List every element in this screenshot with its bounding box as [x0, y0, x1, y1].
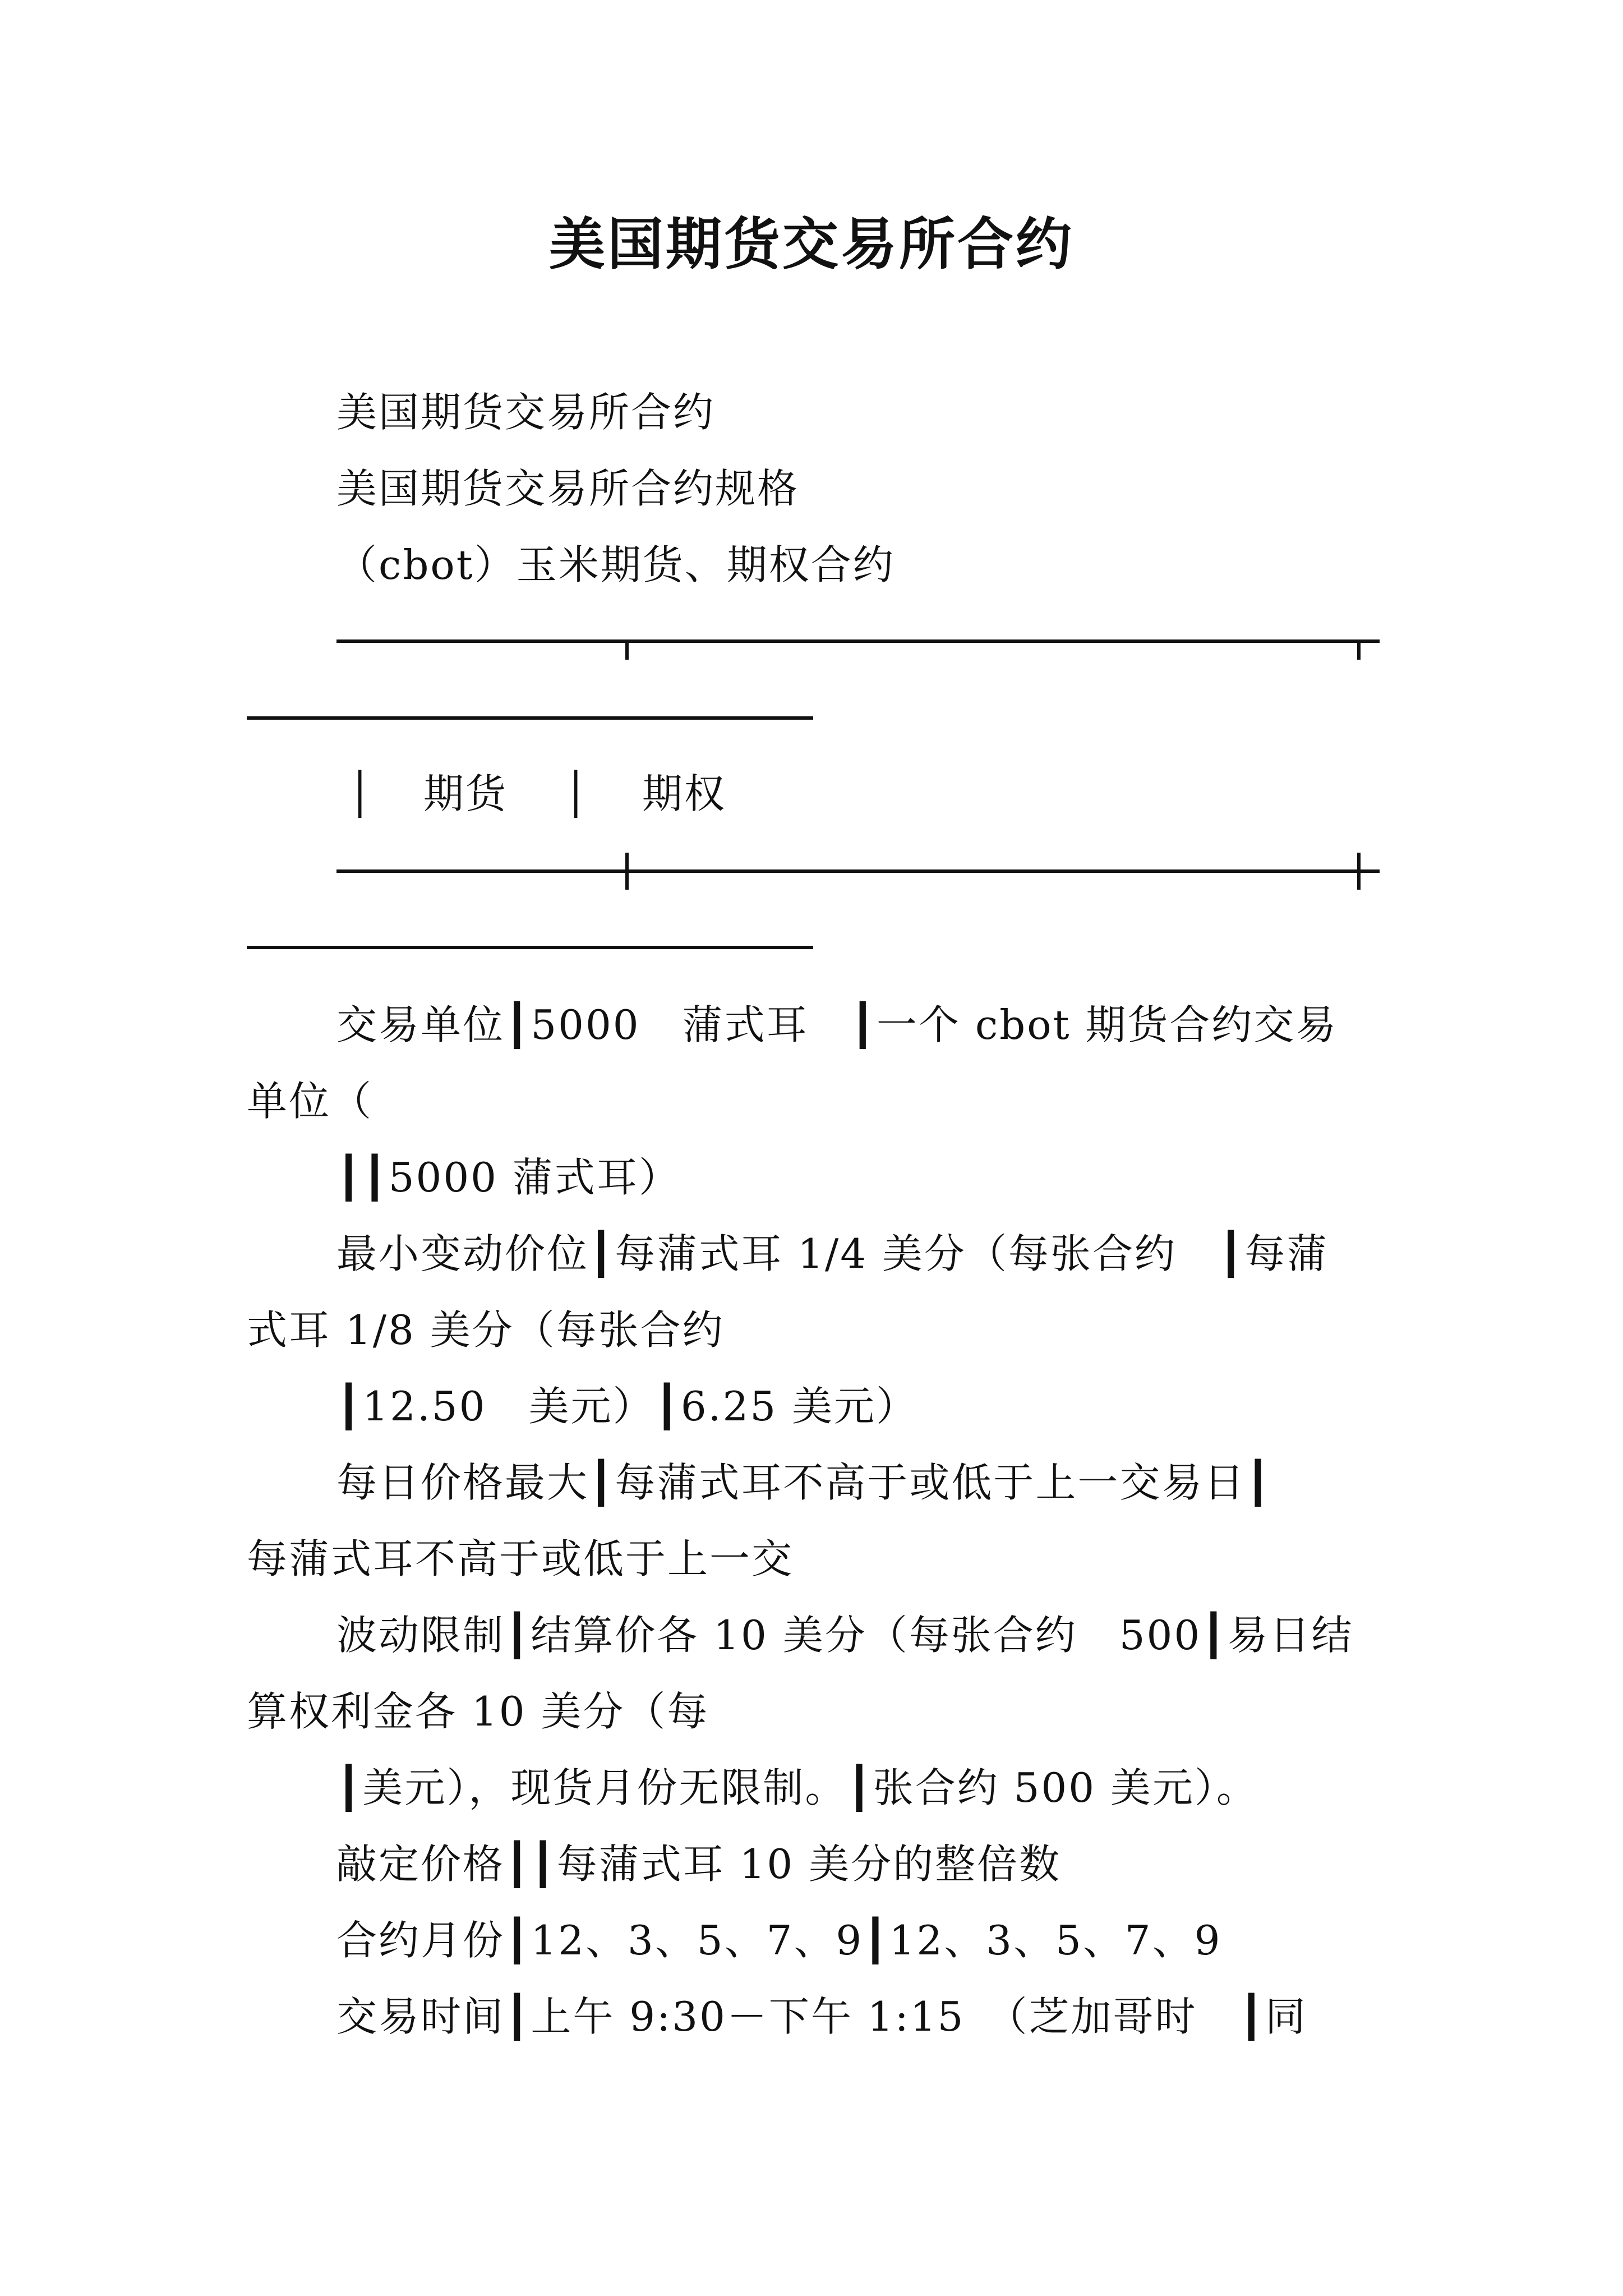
table-mid-border: [336, 869, 1380, 873]
table-row-text: 式耳 1/8 美分（每张合约: [247, 1306, 725, 1354]
table-row-text: 交易单位┃5000 蒲式耳 ┃一个 cbot 期货合约交易: [336, 1001, 1338, 1048]
body-line: 美国期货交易所合约规格: [336, 465, 800, 512]
table-border-tick: [1357, 639, 1361, 660]
table-top-border: [336, 639, 1380, 643]
table-border-cross: [625, 853, 629, 890]
table-header-options: 期权: [642, 770, 727, 817]
table-row-text: ┃┃5000 蒲式耳）: [336, 1154, 681, 1201]
body-line: （cbot）玉米期货、期权合约: [336, 541, 895, 588]
table-separator: │: [564, 770, 590, 817]
table-row-text: ┃美元），现货月份无限制。┃张合约 500 美元）。: [336, 1764, 1258, 1811]
table-top-border-continued: [247, 716, 813, 720]
document-title: 美国期货交易所合约: [549, 211, 1074, 277]
body-line: 美国期货交易所合约: [336, 389, 716, 436]
table-row-text: 敲定价格┃┃每蒲式耳 10 美分的整倍数: [336, 1841, 1062, 1888]
table-row-text: 交易时间┃上午 9:30－下午 1:15 （芝加哥时 ┃同: [336, 1993, 1307, 2040]
table-row-text: 最小变动价位┃每蒲式耳 1/4 美分（每张合约 ┃每蒲: [336, 1230, 1329, 1277]
table-separator: │: [348, 770, 374, 817]
table-row-text: 算权利金各 10 美分（每: [247, 1688, 709, 1735]
table-border-cross: [1357, 853, 1361, 890]
table-border-tick: [625, 639, 629, 660]
table-row-text: 波动限制┃结算价各 10 美分（每张合约 500┃易日结: [336, 1612, 1354, 1659]
table-row-text: 合约月份┃12、3、5、7、9┃12、3、5、7、9: [336, 1917, 1222, 1964]
table-mid-border-continued: [247, 946, 813, 949]
table-header-futures: 期货: [423, 770, 508, 817]
table-row-text: ┃12.50 美元）┃6.25 美元）: [336, 1383, 919, 1430]
table-row-text: 单位（: [247, 1078, 374, 1125]
table-row-text: 每蒲式耳不高于或低于上一交: [247, 1535, 794, 1582]
table-row-text: 每日价格最大┃每蒲式耳不高于或低于上一交易日┃: [336, 1459, 1272, 1506]
